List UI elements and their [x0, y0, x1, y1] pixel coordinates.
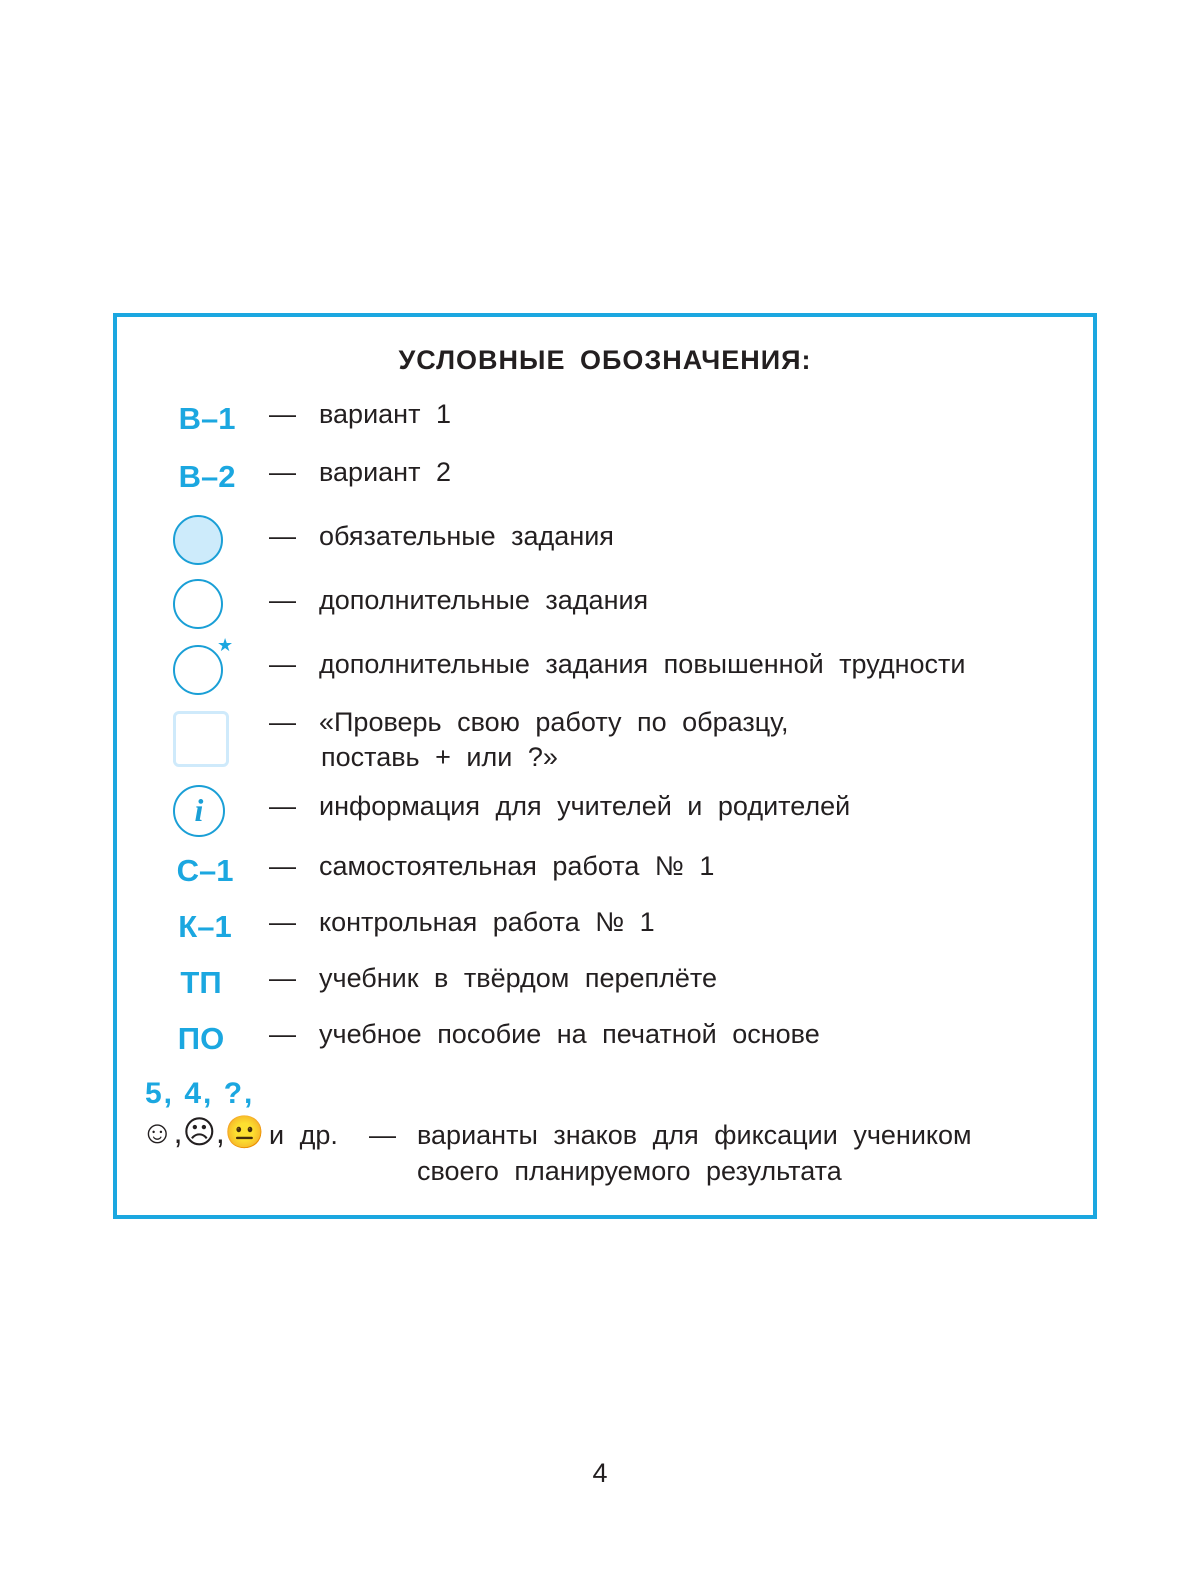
legend-text: дополнительные задания повышенной трудности	[319, 649, 966, 679]
legend-text-line2: поставь + или ?»	[321, 742, 558, 772]
circle-star-icon	[173, 645, 223, 695]
legend-text: учебник в твёрдом переплёте	[319, 963, 717, 993]
dash: —	[269, 399, 296, 429]
dash: —	[369, 1120, 396, 1150]
empty-circle-icon	[173, 579, 223, 629]
info-icon: i	[173, 785, 225, 837]
symbol-c1: С–1	[176, 853, 234, 888]
dash: —	[269, 521, 296, 551]
legend-text: обязательные задания	[319, 521, 614, 551]
symbol-v1: В–1	[178, 401, 236, 436]
legend-text: вариант 1	[319, 399, 451, 429]
symbol-po: ПО	[177, 1021, 225, 1056]
page-number: 4	[592, 1458, 608, 1488]
legend-text: дополнительные задания	[319, 585, 649, 615]
star-icon: ★	[217, 635, 234, 655]
dash: —	[269, 457, 296, 487]
legend-text: учебное пособие на печатной основе	[319, 1019, 820, 1049]
symbol-k1: К–1	[178, 909, 232, 944]
marks-text-line2: своего планируемого результата	[417, 1156, 842, 1186]
legend-text: контрольная работа № 1	[319, 907, 655, 937]
legend-text: вариант 2	[319, 457, 451, 487]
symbol-v2: В–2	[178, 459, 236, 494]
dash: —	[269, 791, 296, 821]
legend-text: информация для учителей и родителей	[319, 791, 851, 821]
dash: —	[269, 1019, 296, 1049]
dash: —	[269, 963, 296, 993]
legend-box	[113, 313, 1097, 1219]
marks-text: варианты знаков для фиксации учеником	[417, 1120, 972, 1150]
smiley-icons: ☺,☹,😐	[141, 1114, 265, 1150]
dash: —	[269, 907, 296, 937]
filled-circle-icon	[173, 515, 223, 565]
dash: —	[269, 851, 296, 881]
check-square-icon	[173, 711, 229, 767]
marks-suffix: и др.	[269, 1120, 338, 1150]
dash: —	[269, 707, 296, 737]
legend-title: УСЛОВНЫЕ ОБОЗНАЧЕНИЯ:	[398, 345, 812, 375]
marks-symbols: 5, 4, ?,	[145, 1077, 255, 1110]
dash: —	[269, 649, 296, 679]
symbol-tp: ТП	[180, 965, 222, 1000]
legend-text: самостоятельная работа № 1	[319, 851, 715, 881]
dash: —	[269, 585, 296, 615]
legend-text: «Проверь свою работу по образцу,	[319, 707, 789, 737]
